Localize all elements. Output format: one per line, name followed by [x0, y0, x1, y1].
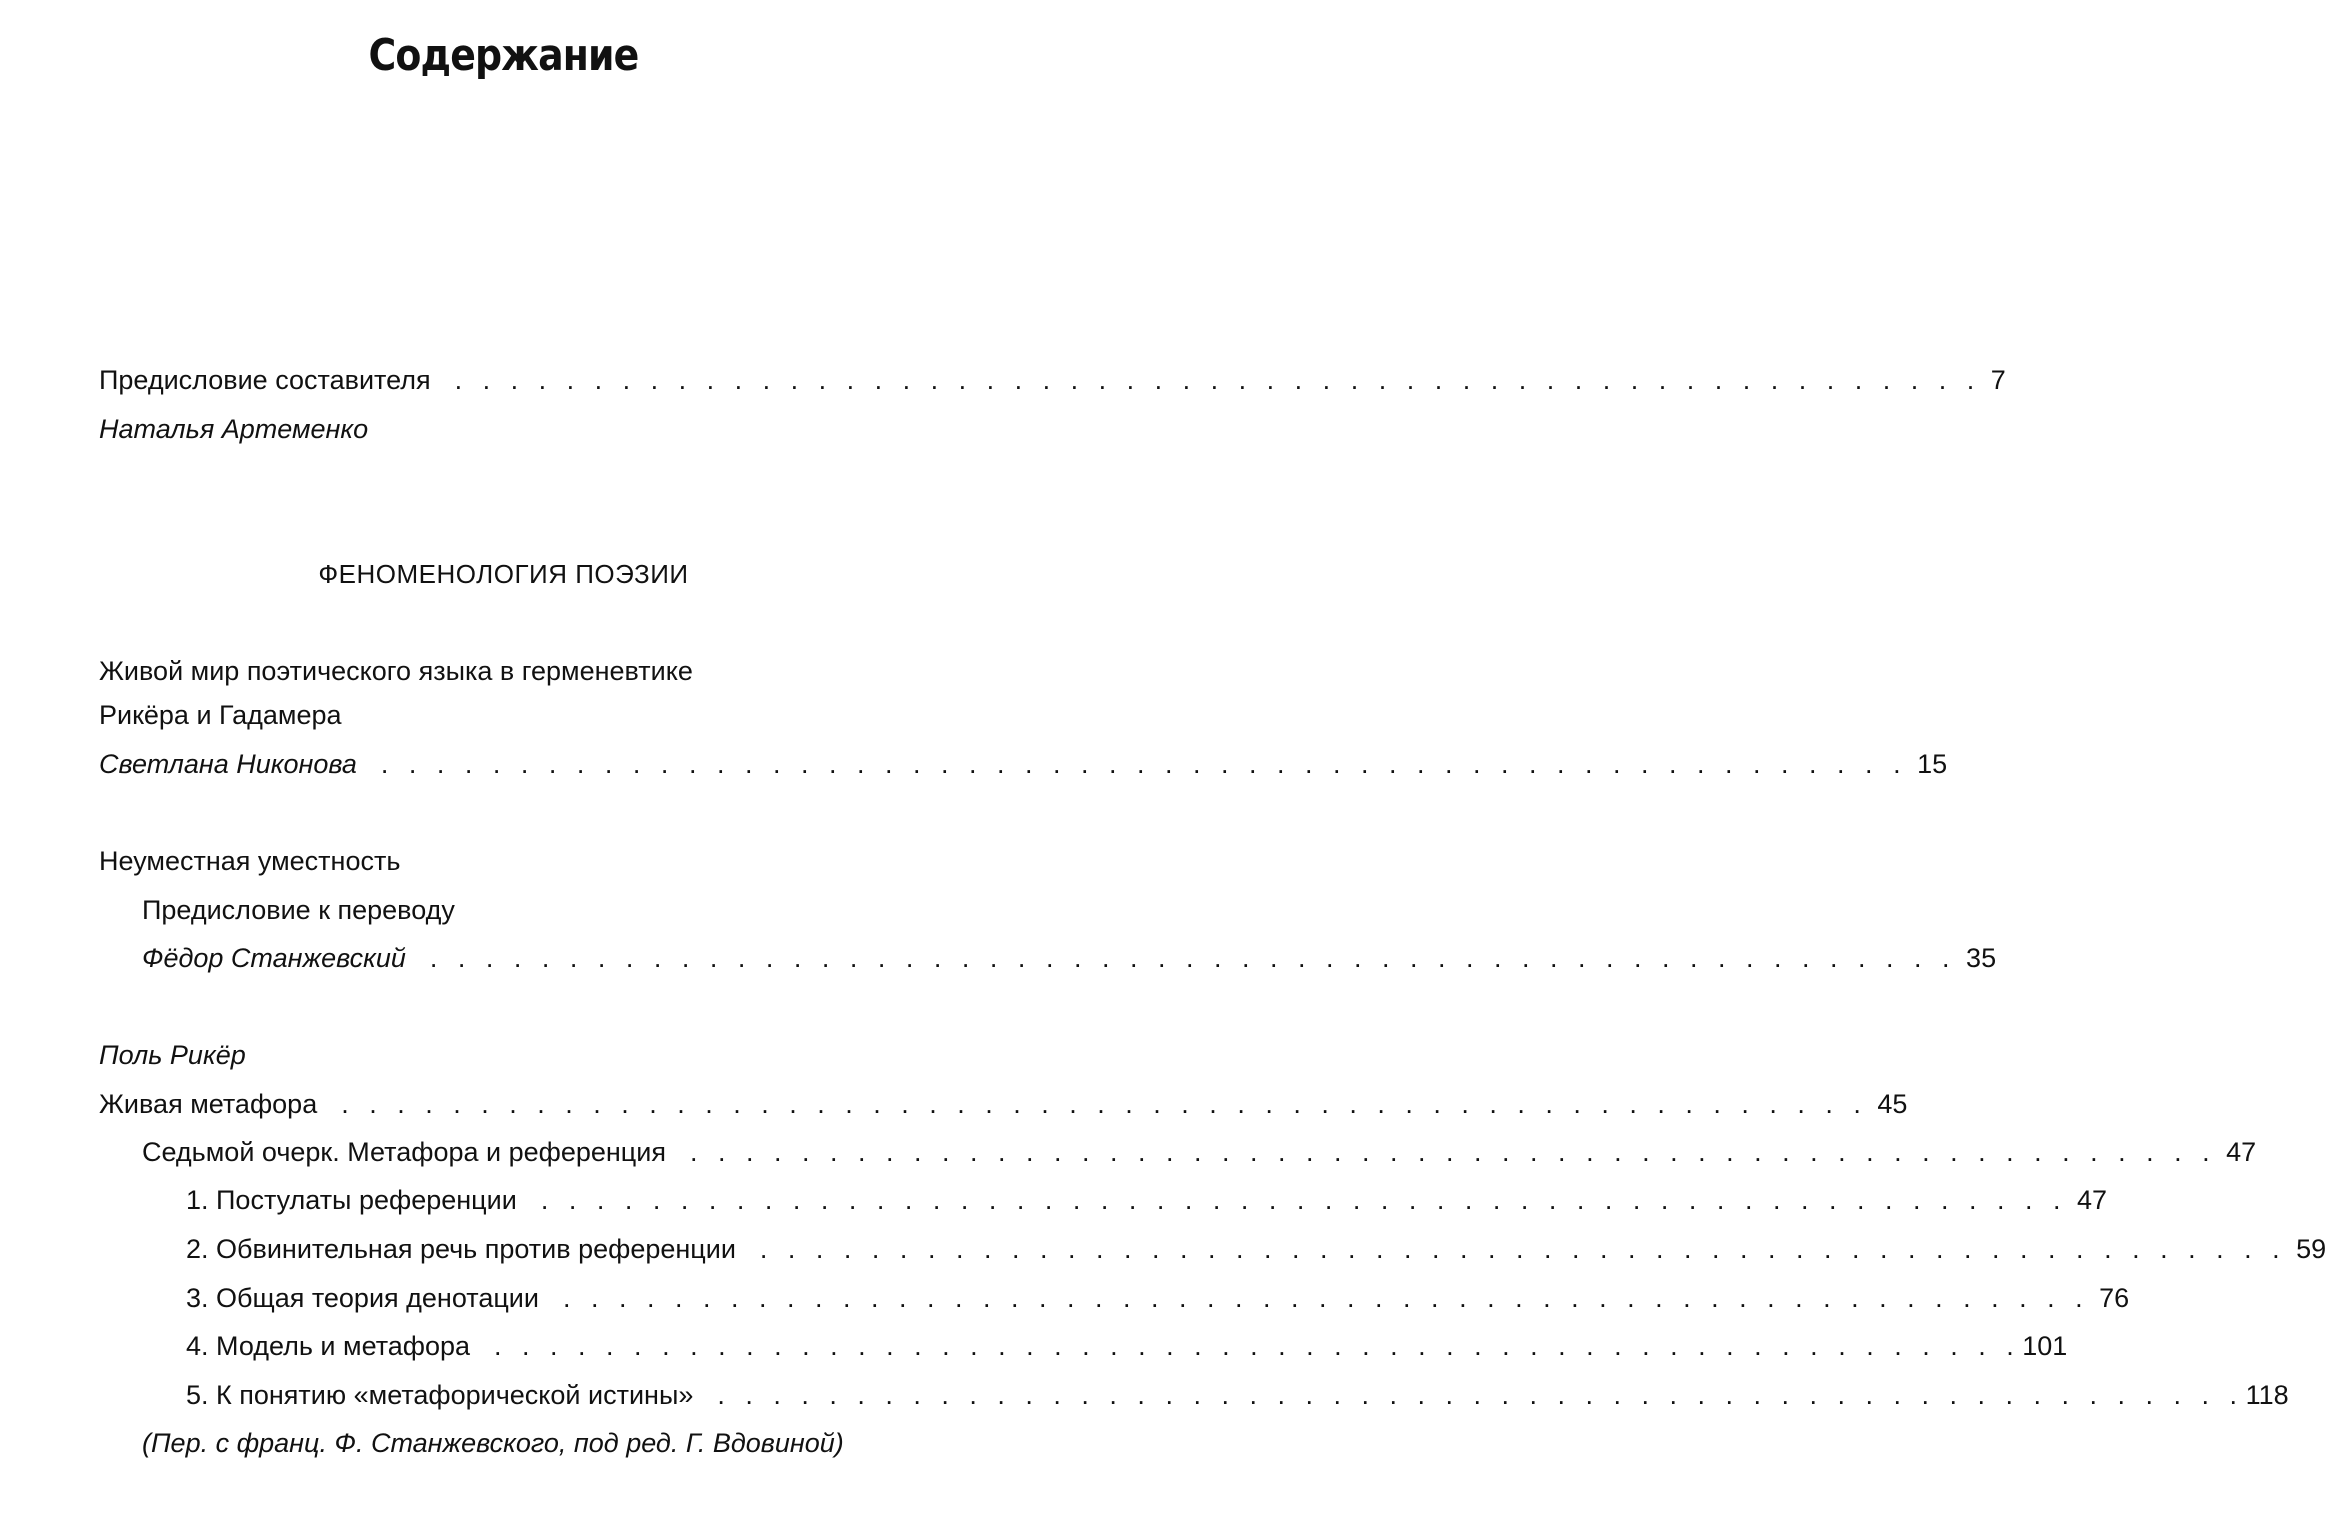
toc-subentry[interactable]: [186, 1375, 2289, 1415]
toc-subentry[interactable]: [186, 1278, 2130, 1318]
toc-subentry[interactable]: [186, 1180, 2108, 1220]
toc-entry-author: Наталья Артеменко: [99, 414, 369, 444]
page-number: 47: [2076, 1185, 2108, 1215]
toc-entry-preface[interactable]: [99, 360, 2006, 400]
toc-subentry-title: 3. Общая теория денотации: [186, 1283, 539, 1313]
page-number: 45: [1877, 1089, 1908, 1119]
toc-entry-title[interactable]: Неуместная уместность: [99, 846, 401, 876]
dot-leader: . . . . . . . . . . . . . . . . . . . . . . . . . . . . . . . . . . . . . . . . . . . . . . . . . . . . . . .: [341, 1089, 1868, 1119]
toc-subentry[interactable]: [186, 1229, 2326, 1269]
page-number: 59: [2296, 1234, 2326, 1264]
toc-subentry-title: 4. Модель и метафора: [186, 1331, 471, 1361]
dot-leader: . . . . . . . . . . . . . . . . . . . . . . . . . . . . . . . . . . . . . . . . . . . . . . . . . . . . . . .: [454, 365, 1981, 395]
toc-entry-title: Живая метафора: [99, 1089, 318, 1119]
toc-subentry-title: 2. Обвинительная речь против референции: [186, 1234, 736, 1264]
dot-leader: . . . . . . . . . . . . . . . . . . . . . . . . . . . . . . . . . . . . . . . . . . . . . . . . . . . . . . .: [689, 1137, 2217, 1167]
dot-leader: . . . . . . . . . . . . . . . . . . . . . . . . . . . . . . . . . . . . . . . . . . . . . . . . . . . . . . .: [380, 749, 1908, 779]
toc-entry-author: Светлана Никонова: [99, 749, 357, 779]
toc-entry-subtitle[interactable]: Предисловие к переводу: [142, 895, 455, 925]
page-number: 35: [1966, 943, 1997, 973]
page-number: 15: [1917, 749, 1948, 779]
dot-leader: . . . . . . . . . . . . . . . . . . . . . . . . . . . . . . . . . . . . . . . . . . . . . . . . . . . . . . .: [562, 1283, 2090, 1313]
toc-entry-living-metaphor[interactable]: [99, 1084, 1908, 1124]
toc-entry-seventh-essay[interactable]: [142, 1132, 2257, 1172]
toc-entry-inappropriate[interactable]: [142, 938, 1997, 978]
toc-subentry[interactable]: [186, 1326, 2068, 1366]
dot-leader: . . . . . . . . . . . . . . . . . . . . . . . . . . . . . . . . . . . . . . . . . . . . . . . . . . . . . . .: [717, 1380, 2244, 1410]
page-number: 47: [2226, 1137, 2257, 1167]
page-number: 118: [2245, 1380, 2289, 1410]
dot-leader: . . . . . . . . . . . . . . . . . . . . . . . . . . . . . . . . . . . . . . . . . . . . . . . . . . . . . . .: [429, 943, 1957, 973]
toc-entry-title-line1[interactable]: Живой мир поэтического языка в герменевтике: [99, 656, 693, 686]
toc-subentry-title: 1. Постулаты референции: [186, 1185, 517, 1215]
toc-subentry-title: 5. К понятию «метафорической истины»: [186, 1380, 694, 1410]
dot-leader: . . . . . . . . . . . . . . . . . . . . . . . . . . . . . . . . . . . . . . . . . . . . . . . . . . . . . . .: [759, 1234, 2287, 1264]
page-number: 101: [2022, 1331, 2068, 1361]
page-number: 76: [2099, 1283, 2130, 1313]
dot-leader: . . . . . . . . . . . . . . . . . . . . . . . . . . . . . . . . . . . . . . . . . . . . . . . . . . . . . . .: [540, 1185, 2067, 1215]
page-title: Содержание: [368, 30, 639, 81]
toc-entry-title-line2[interactable]: Рикёра и Гадамера: [99, 700, 342, 730]
toc-entry-title: Седьмой очерк. Метафора и референция: [142, 1137, 666, 1167]
dot-leader: . . . . . . . . . . . . . . . . . . . . . . . . . . . . . . . . . . . . . . . . . . . . . . . . . . . . . . .: [494, 1331, 2021, 1361]
toc-entry-title: Предисловие составителя: [99, 365, 431, 395]
page-number: 7: [1990, 365, 2006, 395]
toc-entry-author: Фёдор Станжевский: [142, 943, 406, 973]
toc-author-heading: Поль Рикёр: [99, 1040, 246, 1070]
toc-entry-living-world[interactable]: [99, 744, 1948, 784]
translation-note: (Пер. с франц. Ф. Станжевского, под ред. Г. Вдовиной): [142, 1428, 844, 1458]
section-heading: ФЕНОМЕНОЛОГИЯ ПОЭЗИИ: [318, 559, 689, 589]
